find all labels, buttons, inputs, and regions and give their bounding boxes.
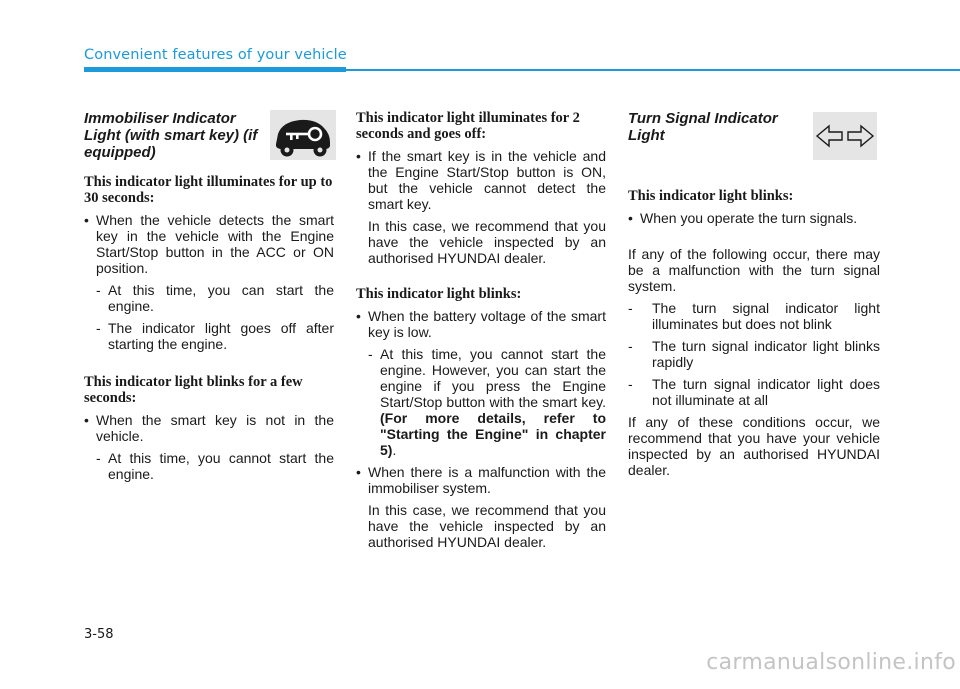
list-item: - At this time, you cannot start the engine. xyxy=(96,450,334,482)
paragraph: In this case, we recommend that you have the vehicle inspected by an authorised HYUNDAI dealer. xyxy=(368,502,606,550)
list-item: • When there is a malfunction with the immobiliser system. xyxy=(356,464,606,496)
list-item: - At this time, you cannot start the engine. However, you can start the engine if you press the Engine Start/Stop button with the smart key. (For more details, refer to "Starting the Engine" in chapter 5). xyxy=(368,346,606,458)
list-item: - The turn signal indicator light illuminates but does not blink xyxy=(628,300,880,332)
list-item: • When the smart key is not in the vehicle. xyxy=(84,412,334,444)
immobiliser-2s-heading: This indicator light illuminates for 2 seconds and goes off: xyxy=(356,110,580,142)
immobiliser-section-title: Immobiliser Indicator Light (with smart key) (if equipped) xyxy=(84,110,258,161)
list-item: • When the battery voltage of the smart key is low. xyxy=(356,308,606,340)
list-item: - The turn signal indicator light does not illuminate at all xyxy=(628,376,880,408)
section-header-title: Convenient features of your vehicle xyxy=(84,47,347,63)
immobiliser-title-block xyxy=(84,110,334,170)
list-item: • When the vehicle detects the smart key in the vehicle with the Engine Start/Stop button in the ACC or ON position. xyxy=(84,212,334,276)
immobiliser-30s-heading: This indicator light illuminates for up to 30 seconds: xyxy=(84,174,333,206)
list-item: • If the smart key is in the vehicle and the Engine Start/Stop button is ON, but the vehicle cannot detect the smart key. xyxy=(356,148,606,212)
list-item: - The turn signal indicator light blinks rapidly xyxy=(628,338,880,370)
column-turn-signal xyxy=(628,110,880,478)
header-rule-thin xyxy=(346,69,960,71)
column-immobiliser-cont xyxy=(356,110,606,550)
turn-signal-section-title: Turn Signal Indicator Light xyxy=(628,110,778,144)
list-item: • When you operate the turn signals. xyxy=(628,210,880,226)
immobiliser-blink-heading: This indicator light blinks for a few seconds: xyxy=(84,374,303,406)
paragraph: In this case, we recommend that you have the vehicle inspected by an authorised HYUNDAI dealer. xyxy=(368,218,606,266)
turn-signal-title-block xyxy=(628,110,880,188)
list-item: - The indicator light goes off after starting the engine. xyxy=(96,320,334,352)
paragraph: If any of the following occur, there may be a malfunction with the turn signal system. xyxy=(628,246,880,294)
cross-reference: (For more details, refer to "Starting the Engine" in chapter 5) xyxy=(380,410,606,458)
column-immobiliser xyxy=(84,110,334,482)
immobiliser-blinks-heading: This indicator light blinks: xyxy=(356,286,522,302)
header-rule-thick xyxy=(84,67,346,72)
turn-signal-arrows-icon xyxy=(813,112,877,160)
paragraph: If any of these conditions occur, we recommend that you have your vehicle inspected by an authorised HYUNDAI dealer. xyxy=(628,414,880,478)
turn-signal-blinks-heading: This indicator light blinks: xyxy=(628,188,794,204)
watermark-text: carmanualsonline.info xyxy=(706,650,956,675)
car-key-icon xyxy=(270,110,336,160)
list-item: - At this time, you can start the engine. xyxy=(96,282,334,314)
page-number: 3-58 xyxy=(84,627,114,642)
